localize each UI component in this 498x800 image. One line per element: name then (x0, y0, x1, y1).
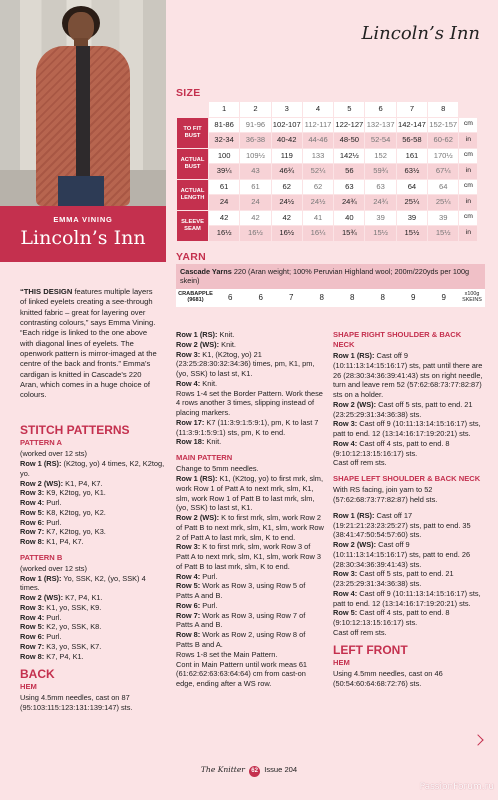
continue-arrow-icon (472, 734, 483, 745)
pattern-row: Row 8: K1, P4, K7. (20, 537, 84, 547)
yarn-unit: x100g SKEINS (462, 291, 482, 303)
back-heading: BACK (20, 666, 55, 681)
instruction-line: Rows 1-8 set the Main Pattern. (176, 649, 278, 659)
yarn-quantity-cell: 9 (411, 292, 416, 302)
pattern-row: Row 4: Purl. (20, 612, 62, 622)
size-value-cell: 39 (396, 210, 427, 226)
pattern-row: Row 1 (RS): Yo, SSK, K2, (yo, SSK) 4 times. (20, 573, 146, 593)
instruction-line: Cast off rem sts. (333, 627, 387, 637)
pattern-row: Row 7: K7, K2tog, yo, K3. (20, 527, 106, 537)
size-value-cell: 152-157 (428, 117, 459, 133)
size-value-cell: 170½ (428, 148, 459, 164)
main-pattern-rows (176, 464, 324, 689)
page-title: Lincoln’s Inn (361, 23, 480, 44)
title-banner (0, 206, 166, 262)
size-unit-cell: in (459, 164, 478, 180)
size-value-cell: 40-42 (271, 133, 302, 149)
size-value-cell: 16½ (240, 226, 271, 242)
pattern-row: Row 5: K2, yo, SSK, K8. (20, 622, 102, 632)
instruction-line: Row 17: K7 (11:3:9:1:5:9:1), pm, K to last 7 (11:3:9:1:5:9:1) sts, pm, K to end. (176, 417, 319, 437)
size-value-cell: 15½ (365, 226, 396, 242)
yarn-quantity-cell: 7 (289, 292, 294, 302)
size-unit-cell: cm (459, 179, 478, 195)
size-row-label: TO FIT BUST (177, 117, 209, 148)
pattern-a-heading: PATTERN A (20, 438, 63, 448)
size-value-cell: 52-54 (365, 133, 396, 149)
size-value-cell: 81-86 (209, 117, 240, 133)
size-value-cell: 52¼ (302, 164, 333, 180)
size-value-cell: 42 (271, 210, 302, 226)
size-value-cell: 25¼ (428, 195, 459, 211)
instruction-line: Row 5: Cast off 4 sts, patt to end. 8 (9:10:12:13:15:16:17) sts. (333, 608, 450, 628)
photo-jeans (58, 176, 104, 206)
size-value-cell: 161 (396, 148, 427, 164)
size-table (176, 101, 478, 242)
size-value-cell: 62 (271, 179, 302, 195)
instruction-line: Row 2 (WS): Cast off 5 sts, patt to end. 21 (23:25:29:31:34:36:38) sts. (333, 399, 473, 419)
yarn-quantity-cell: 8 (380, 292, 385, 302)
yarn-desc: 220 (Aran weight; 100% Peruvian Highland wool; 200m/220yds per 100g skein) (180, 267, 470, 286)
yarn-name: Cascade Yarns (180, 267, 232, 276)
left-front-hem-heading: HEM (333, 657, 350, 667)
size-value-cell: 42 (209, 210, 240, 226)
intro-body: features multiple layers of linked eyelets creating a see-through knitted fabric – great for layering over contrasting colours,” says Emma Vining. “Each ridge is linked to the one above with diagonal lines of eyelets. The openwork pattern is mirror-imaged at the centre of the back and fronts.” Emma’s cardigan is knitted in Cascade’s 220 Aran, which comes in a huge choice of colours. (20, 287, 157, 400)
yarn-description (176, 264, 485, 290)
instruction-line: Row 3: K1, (K2tog, yo) 21 (23:25:28:30:32:34:36) times, pm, K1, pm, (yo, SSK) to last st, K1. (176, 349, 315, 379)
stitch-patterns-column (20, 424, 165, 712)
stitch-patterns-heading: STITCH PATTERNS (20, 423, 130, 437)
intro-lead: “THIS DESIGN (20, 287, 73, 296)
size-value-cell: 152 (365, 148, 396, 164)
size-value-cell: 59¾ (365, 164, 396, 180)
yarn-quantity-cell: 6 (258, 292, 263, 302)
size-value-cell: 62 (302, 179, 333, 195)
size-value-cell: 109½ (240, 148, 271, 164)
back-hem-text: Using 4.5mm needles, cast on 87 (95:103:115:123:131:139:147) sts. (20, 692, 133, 712)
size-value-cell: 61 (240, 179, 271, 195)
pattern-row: (worked over 12 sts) (20, 449, 87, 459)
left-shoulder-heading: SHAPE LEFT SHOULDER & BACK NECK (333, 474, 481, 484)
size-row-label: SLEEVE SEAM (177, 210, 209, 241)
size-value-cell: 112-117 (302, 117, 333, 133)
size-heading: SIZE (176, 87, 201, 99)
instruction-line: Change to 5mm needles. (176, 464, 259, 474)
size-header-cell: 1 (209, 102, 240, 118)
yarn-shade: CRABAPPLE (9681) (178, 291, 213, 303)
pattern-row: Row 3: K1, yo, SSK, K9. (20, 602, 102, 612)
size-header-cell: 6 (365, 102, 396, 118)
page-footer (0, 765, 498, 777)
pattern-row: Row 2 (WS): K1, P4, K7. (20, 478, 103, 488)
page-number: 62 (249, 766, 260, 777)
pattern-row: Row 6: Purl. (20, 517, 62, 527)
pattern-row: Row 5: K8, K2tog, yo, K2. (20, 507, 106, 517)
border-pattern-column (176, 330, 324, 689)
size-value-cell: 16¼ (302, 226, 333, 242)
size-value-cell: 24¾ (365, 195, 396, 211)
size-value-cell: 24 (209, 195, 240, 211)
yarn-quantity-cell: 6 (228, 292, 233, 302)
left-shoulder-rows (333, 511, 483, 638)
size-value-cell: 24¾ (334, 195, 365, 211)
designer-name: EMMA VINING (53, 215, 113, 224)
right-shoulder-rows (333, 351, 483, 468)
size-row-label: ACTUAL LENGTH (177, 179, 209, 210)
magazine-name: The Knitter (200, 765, 245, 774)
pattern-row: Row 4: Purl. (20, 498, 62, 508)
instruction-line: Row 18: Knit. (176, 437, 222, 447)
size-value-cell: 43 (240, 164, 271, 180)
size-value-cell: 24 (240, 195, 271, 211)
size-value-cell: 24½ (271, 195, 302, 211)
instruction-line: Row 6: Purl. (176, 600, 218, 610)
instruction-line: Row 1 (RS): Cast off 9 (10:11:13:14:15:16:17) sts, patt until there are 26 (28:30:34:36:39:41:43) sts on right needle, turn and leave rem 52 (57:62:68:73:77:82:87) sts on a holder. (333, 351, 483, 400)
instruction-line: Row 8: Work as Row 2, using Row 8 of Patts B and A. (176, 630, 306, 649)
size-value-cell: 39 (428, 210, 459, 226)
shaping-column (333, 330, 483, 688)
pattern-a-rows (20, 449, 165, 547)
size-value-cell: 15½ (428, 226, 459, 242)
right-shoulder-heading: SHAPE RIGHT SHOULDER & BACK NECK (333, 330, 462, 350)
size-header-cell: 7 (396, 102, 427, 118)
size-header-cell: 2 (240, 102, 271, 118)
size-unit-cell: cm (459, 210, 478, 226)
instruction-line: Row 7: Work as Row 3, using Row 7 of Patts A and B. (176, 610, 306, 630)
size-header-cell: 8 (428, 102, 459, 118)
pattern-b-heading: PATTERN B (20, 552, 63, 562)
back-hem-heading: HEM (20, 681, 37, 691)
size-value-cell: 133 (302, 148, 333, 164)
size-unit-cell: cm (459, 117, 478, 133)
size-value-cell: 16½ (209, 226, 240, 242)
instruction-line: Row 2 (WS): Cast off 9 (10:11:13:14:15:16:17) sts, patt to end. 26 (28:30:34:36:39:41:43) sts. (333, 540, 471, 569)
instruction-line: Row 2 (WS): K to first mrk, slm, work Row 2 of Patt B to next mrk, slm, K1, slm, work Row 2 of Patt A to last mrk, slm, K to end. (176, 513, 324, 542)
size-value-cell: 41 (302, 210, 333, 226)
pattern-row: Row 7: K3, yo, SSK, K7. (20, 642, 102, 651)
pattern-row: Row 1 (RS): (K2tog, yo) 4 times, K2, K2tog, yo. (20, 458, 165, 478)
size-value-cell: 63 (365, 179, 396, 195)
watermark: PassionForum.ru (419, 782, 494, 792)
size-value-cell: 64 (396, 179, 427, 195)
size-header-cell: 4 (302, 102, 333, 118)
size-value-cell: 132-137 (365, 117, 396, 133)
main-pattern-heading: MAIN PATTERN (176, 453, 233, 463)
size-value-cell: 48-50 (334, 133, 365, 149)
size-unit-cell: cm (459, 148, 478, 164)
size-value-cell: 67¼ (428, 164, 459, 180)
yarn-quantity-cell: 9 (441, 292, 446, 302)
instruction-line: Row 4: Purl. (176, 571, 218, 581)
size-value-cell: 15½ (396, 226, 427, 242)
size-row-label: ACTUAL BUST (177, 148, 209, 179)
size-value-cell: 60-62 (428, 133, 459, 149)
size-value-cell: 102-107 (271, 117, 302, 133)
size-value-cell: 56-58 (396, 133, 427, 149)
banner-title: Lincoln’s Inn (20, 227, 146, 249)
instruction-line: Row 2 (WS): Knit. (176, 339, 236, 349)
size-value-cell: 36-38 (240, 133, 271, 149)
size-value-cell: 42 (240, 210, 271, 226)
instruction-line: Row 4: Cast off 9 (10:11:13:14:15:16:17) sts, patt to end. 12 (13:14:16:17:19:20:21) sts. (333, 588, 481, 608)
instruction-line: Rows 1-4 set the Border Pattern. Work these 4 rows another 3 times, slipping instead of placing markers. (176, 388, 323, 418)
instruction-line: Row 4: Knit. (176, 378, 218, 388)
instruction-line: Row 3: Cast off 5 sts, patt to end. 21 (23:25:29:31:34:36:38) sts. (333, 569, 454, 589)
pattern-row: Row 2 (WS): K7, P4, K1. (20, 593, 103, 603)
size-value-cell: 46¾ (271, 164, 302, 180)
size-value-cell: 61 (209, 179, 240, 195)
size-value-cell: 122-127 (334, 117, 365, 133)
instruction-line: Row 1 (RS): K1, (K2tog, yo) to first mrk, slm, work Row 1 of Patt A to next mrk, slm, K1, slm, work Row 1 of Patt B to last mrk, slm, (yo, SSK) to last st, K1. (176, 473, 324, 513)
instruction-line: Row 5: Work as Row 3, using Row 5 of Patts A and B. (176, 581, 306, 601)
instruction-line: Row 1 (RS): Cast off 17 (19:21:21:23:23:25:27) sts, patt to end. 35 (38:41:47:50:54:57:60) sts. (333, 510, 471, 540)
instruction-line: Cast off rem sts. (333, 458, 387, 468)
size-value-cell: 25¼ (396, 195, 427, 211)
size-value-cell: 63½ (396, 164, 427, 180)
issue-number: Issue 204 (264, 765, 298, 774)
intro-text (20, 287, 160, 400)
size-value-cell: 100 (209, 148, 240, 164)
yarn-quantity-cell: 8 (319, 292, 324, 302)
size-value-cell: 142½ (334, 148, 365, 164)
size-value-cell: 63 (334, 179, 365, 195)
hero-photo (0, 0, 166, 206)
size-value-cell: 16½ (271, 226, 302, 242)
border-rows (176, 330, 324, 447)
size-value-cell: 64 (428, 179, 459, 195)
size-value-cell: 91-96 (240, 117, 271, 133)
yarn-heading: YARN (176, 251, 206, 263)
instruction-line: Row 3: K to first mrk, slm, work Row 3 of Patt A to next mrk, slm, K1, slm, work Row 3 of Patt B to last mrk, slm, K to end. (176, 542, 321, 571)
yarn-quantity-row (176, 289, 485, 307)
size-value-cell: 56 (334, 164, 365, 180)
size-unit-cell: in (459, 226, 478, 242)
size-value-cell: 15¾ (334, 226, 365, 242)
instruction-line: Row 1 (RS): Knit. (176, 330, 235, 339)
size-unit-cell: in (459, 133, 478, 149)
size-header-cell: 3 (271, 102, 302, 118)
instruction-line: Row 3: Cast off 9 (10:11:13:14:15:16:17) sts, patt to end. 12 (13:14:16:17:19:20:21) sts. (333, 419, 481, 439)
size-value-cell: 44-46 (302, 133, 333, 149)
left-front-hem-text: Using 4.5mm needles, cast on 46 (50:54:60:64:68:72:76) sts. (333, 668, 443, 688)
yarn-quantity-cell: 8 (350, 292, 355, 302)
pattern-row: Row 3: K9, K2tog, yo, K1. (20, 488, 106, 498)
pattern-b-rows (20, 564, 165, 662)
pattern-row: Row 8: K7, P4, K1. (20, 651, 84, 661)
size-value-cell: 39 (365, 210, 396, 226)
instruction-line: Row 4: Cast off 4 sts, patt to end. 8 (9:10:12:13:15:16:17) sts. (333, 438, 450, 458)
instruction-line: Cont in Main Pattern until work meas 61 (61:62:62:63:63:64:64) cm from cast-on edge, ending after a WS row. (176, 659, 308, 689)
size-value-cell: 24½ (302, 195, 333, 211)
left-front-heading: LEFT FRONT (333, 642, 408, 657)
size-value-cell: 119 (271, 148, 302, 164)
size-header-cell: 5 (334, 102, 365, 118)
pattern-row: (worked over 12 sts) (20, 563, 87, 573)
size-value-cell: 32-34 (209, 133, 240, 149)
pattern-row: Row 6: Purl. (20, 632, 62, 642)
left-shoulder-intro: With RS facing, join yarn to 52 (57:62:68:73:77:82:87) held sts. (333, 485, 438, 504)
size-value-cell: 40 (334, 210, 365, 226)
size-value-cell: 39¼ (209, 164, 240, 180)
size-value-cell: 142-147 (396, 117, 427, 133)
size-unit-cell: in (459, 195, 478, 211)
